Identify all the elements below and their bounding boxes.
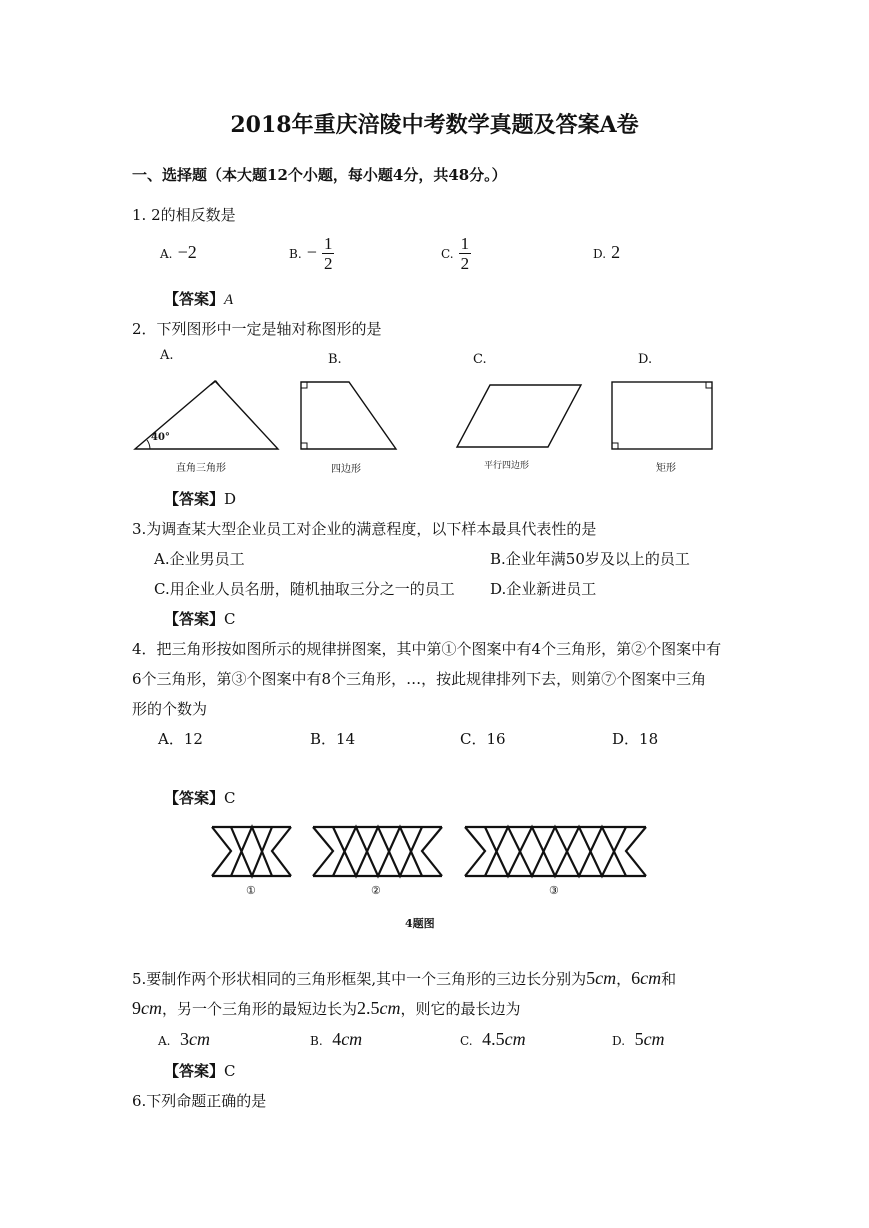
q5-option-d-unit: cm bbox=[643, 1029, 665, 1049]
q3-stem: 3.为调查某大型企业员工对企业的满意程度，以下样本最具代表性的是 bbox=[132, 520, 597, 538]
q1-option-a-label: A. bbox=[160, 247, 173, 261]
q5-option-a bbox=[158, 1029, 210, 1050]
q5-line-2-text-a: ，另一个三角形的最短边长为 bbox=[162, 1000, 358, 1018]
q1-answer-label: 【答案】 bbox=[164, 290, 225, 308]
rectangle-figure bbox=[612, 382, 712, 449]
q5-comma: ， bbox=[616, 970, 632, 988]
q5-option-c-unit: cm bbox=[504, 1029, 526, 1049]
q2-answer bbox=[164, 488, 236, 509]
q1-option-c-denominator: 2 bbox=[460, 254, 470, 273]
q5-unit-1: cm bbox=[595, 968, 617, 988]
pattern-2-figure bbox=[313, 827, 442, 876]
q5-option-c bbox=[460, 1029, 526, 1050]
q5-value-2: 6 bbox=[631, 968, 641, 988]
q4-stem-line-2: 6个三角形，第③个图案中有8个三角形，…，按此规律排列下去，则第⑦个图案中三角 bbox=[132, 670, 707, 688]
q4-answer bbox=[164, 787, 236, 808]
q1-option-c-numerator: 1 bbox=[460, 234, 470, 253]
q4-option-d: D．18 bbox=[612, 730, 659, 748]
q5-answer bbox=[164, 1060, 236, 1081]
q1-option-a-value: −2 bbox=[177, 242, 197, 262]
q5-line-2 bbox=[132, 998, 521, 1019]
q3-option-d: D.企业新进员工 bbox=[490, 580, 597, 598]
q5-option-a-label: A. bbox=[158, 1034, 171, 1048]
q5-and: 和 bbox=[661, 970, 677, 988]
q5-option-c-value: 4.5 bbox=[482, 1029, 505, 1049]
q3-option-b: B.企业年满50岁及以上的员工 bbox=[490, 550, 690, 568]
q5-option-b bbox=[310, 1029, 362, 1050]
q5-line-2-text-b: ，则它的最长边为 bbox=[400, 1000, 521, 1018]
q5-line-1-text: 5.要制作两个形状相同的三角形框架,其中一个三角形的三边长分别为 bbox=[132, 970, 587, 988]
q1-option-b-numerator: 1 bbox=[323, 234, 333, 253]
q5-answer-label: 【答案】 bbox=[164, 1062, 225, 1080]
q5-option-d bbox=[612, 1029, 665, 1050]
q5-unit-2: cm bbox=[640, 968, 662, 988]
q5-option-d-label: D. bbox=[612, 1034, 626, 1048]
q5-option-b-label: B. bbox=[310, 1034, 323, 1048]
q2-caption-a: 直角三角形 bbox=[176, 463, 226, 474]
q4-answer-value: C bbox=[224, 789, 236, 807]
q1-option-b-sign: − bbox=[306, 242, 317, 262]
q5-line-1 bbox=[132, 968, 676, 989]
q1-option-d-label: D. bbox=[593, 247, 607, 261]
q3-option-a: A.企业男员工 bbox=[154, 550, 245, 568]
q3-answer bbox=[164, 608, 236, 629]
q2-caption-d: 矩形 bbox=[656, 463, 676, 474]
q5-unit-4: cm bbox=[379, 998, 401, 1018]
q5-value-3: 9 bbox=[132, 998, 141, 1018]
q2-caption-b: 四边形 bbox=[331, 464, 361, 475]
q1-option-c-label: C. bbox=[441, 247, 454, 261]
pattern-1-label: ① bbox=[246, 884, 256, 897]
q4-stem-line-3: 形的个数为 bbox=[132, 700, 208, 718]
q2-caption-c: 平行四边形 bbox=[484, 461, 530, 471]
parallelogram-figure bbox=[457, 385, 581, 447]
quadrilateral-figure bbox=[301, 382, 396, 449]
q5-value-1: 5 bbox=[586, 968, 596, 988]
pattern-3-label: ③ bbox=[549, 884, 559, 897]
pattern-3-figure bbox=[465, 827, 646, 876]
q5-option-d-value: 5 bbox=[634, 1029, 644, 1049]
q2-answer-label: 【答案】 bbox=[164, 490, 225, 508]
page-title: 2018年重庆涪陵中考数学真题及答案A卷 bbox=[230, 112, 639, 138]
q6-stem: 6.下列命题正确的是 bbox=[132, 1092, 267, 1110]
q1-option-d-value: 2 bbox=[611, 242, 621, 262]
q4-stem-line-1: 4．把三角形按如图所示的规律拼图案，其中第①个图案中有4个三角形，第②个图案中有 bbox=[132, 640, 722, 658]
q5-answer-value: C bbox=[224, 1062, 236, 1080]
q2-option-a-label: A. bbox=[160, 348, 174, 363]
q5-unit-3: cm bbox=[141, 998, 162, 1018]
q5-option-c-label: C. bbox=[460, 1034, 473, 1048]
q4-option-c: C．16 bbox=[460, 730, 506, 748]
q2-option-c-label: C. bbox=[473, 352, 487, 367]
q1-option-b-denominator: 2 bbox=[323, 254, 333, 273]
q5-option-b-unit: cm bbox=[341, 1029, 363, 1049]
q3-answer-label: 【答案】 bbox=[164, 610, 225, 628]
q2-stem: 2．下列图形中一定是轴对称图形的是 bbox=[132, 320, 382, 338]
q5-option-a-unit: cm bbox=[189, 1029, 211, 1049]
q1-stem: 1. 2的相反数是 bbox=[132, 206, 236, 224]
q3-answer-value: C bbox=[224, 610, 236, 628]
q4-answer-label: 【答案】 bbox=[164, 789, 225, 807]
q1-answer-value: A bbox=[224, 292, 234, 308]
q1-option-b-label: B. bbox=[289, 247, 302, 261]
q2-option-b-label: B. bbox=[328, 352, 342, 367]
q2-answer-value: D bbox=[224, 490, 237, 508]
pattern-2-label: ② bbox=[371, 884, 381, 897]
pattern-1-figure bbox=[212, 827, 291, 876]
q4-option-b: B．14 bbox=[310, 730, 356, 748]
q5-value-4: 2.5 bbox=[357, 998, 380, 1018]
q4-figure-caption: 4题图 bbox=[405, 917, 435, 930]
q5-option-a-value: 3 bbox=[180, 1029, 190, 1049]
q3-option-c: C.用企业人员名册，随机抽取三分之一的员工 bbox=[154, 580, 455, 598]
q5-option-b-value: 4 bbox=[332, 1029, 342, 1049]
q2-option-d-label: D. bbox=[638, 352, 653, 367]
q4-option-a: A．12 bbox=[158, 730, 203, 748]
section-heading: 一、选择题（本大题12个小题，每小题4分，共48分。） bbox=[132, 166, 507, 184]
angle-label: 40° bbox=[151, 432, 170, 443]
